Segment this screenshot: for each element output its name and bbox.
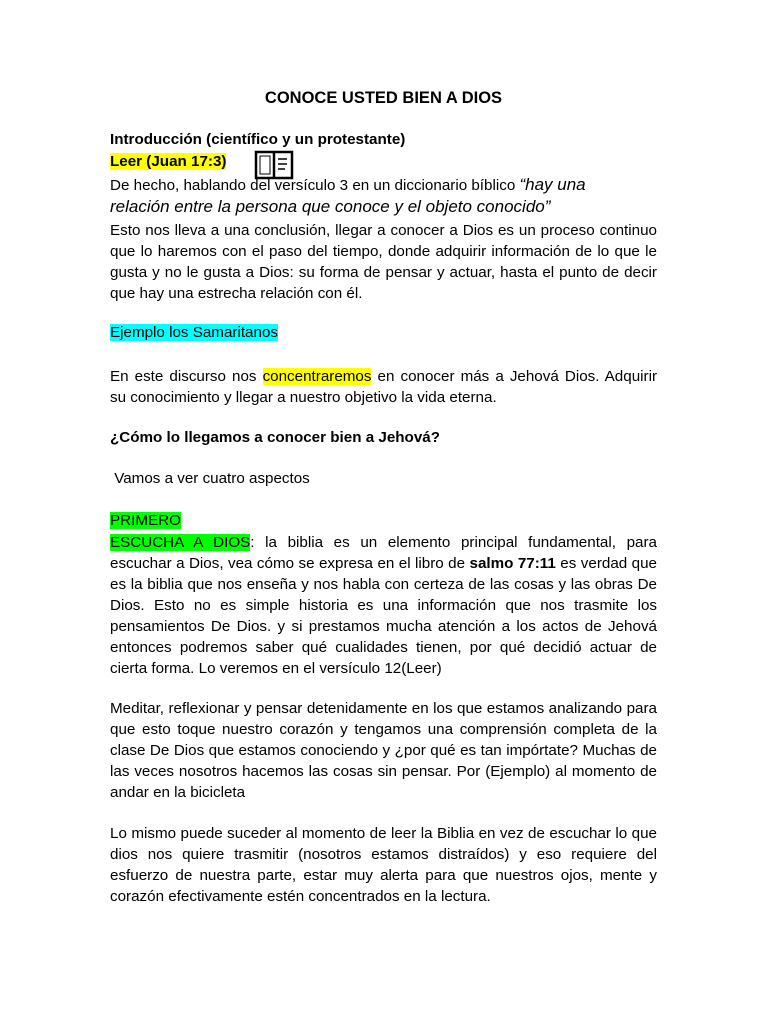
- page-title: CONOCE USTED BIEN A DIOS: [264, 89, 503, 107]
- paragraph-meditar: Meditar, reflexionar y pensar detenidamente en los que estamos analizando para que esto toque nuestro corazón y tengamos una comprensión completa de la clase De Dios que estamos conociendo y ¿por qué es tan impórtate? Muchas de las veces nosotros hacemos las cosas sin pensar. Por (Ejemplo) al momento de andar en la bicicleta: [110, 700, 657, 801]
- paragraph-lectura: Lo mismo puede suceder al momento de leer la Biblia en vez de escuchar lo que dios nos quiere trasmitir (nosotros estamos distraídos) y eso requiere del esfuerzo de nuestra parte, estar muy alerta para que nuestros ojos, mente y corazón efectivamente estén concentrados en la lectura.: [110, 825, 657, 905]
- salmo-reference: salmo 77:11: [469, 555, 556, 572]
- escucha-text-a: : la biblia es un elemento principal fundamental, para escuchar a Dios, vea cómo se expresa en el libro de: [110, 534, 657, 572]
- concentraremos-highlight: concentraremos: [262, 368, 372, 385]
- leer-reference-highlight: Leer (Juan 17:3): [110, 153, 227, 170]
- paragraph-conclusion: Esto nos lleva a una conclusión, llegar a conocer a Dios es un proceso continuo que lo haremos con el paso del tiempo, donde adquirir información de lo que le gusta y no le gusta a Dios: su forma de pensar y actuar, hasta el punto de decir que hay una estrecha relación con él.: [110, 222, 657, 302]
- paragraph-escucha: [110, 532, 657, 679]
- paragraph-definition: [110, 174, 657, 218]
- paragraph-discourse: [110, 366, 657, 408]
- example-heading: [110, 324, 278, 341]
- question-heading: ¿Cómo lo llegamos a conocer bien a Jehová?: [110, 429, 440, 446]
- aspects-line: Vamos a ver cuatro aspectos: [110, 470, 310, 487]
- intro-heading: Introducción (científico y un protestante): [110, 131, 406, 148]
- quote-part-2: relación entre la persona que conoce y el objeto conocido”: [110, 197, 551, 216]
- escucha-highlight: ESCUCHA A DIOS: [110, 534, 251, 551]
- discourse-text-end: en conocer más a Jehová Dios. Adquirir su conocimiento y llegar a nuestro objetivo la vida eterna.: [110, 368, 658, 406]
- escucha-text-b: es verdad que es la biblia que nos enseña y nos habla con certeza de las cosas y las obras De Dios. Esto no es simple historia es una información que nos trasmite los pensamientos De Dios. y si prestamos mucha atención a los actos de Jehová entonces podremos saber qué cualidades tienen, por qué decidió actuar de cierta forma. Lo veremos en el versículo 12(Leer): [110, 555, 657, 677]
- definition-text: De hecho, hablando del versículo 3 en un diccionario bíblico: [110, 177, 520, 194]
- example-highlight: Ejemplo los Samaritanos: [110, 324, 278, 341]
- quote-part-1: “hay una: [519, 175, 586, 194]
- discourse-text-start: En este discurso nos: [110, 368, 263, 385]
- primero-heading: [110, 512, 181, 529]
- primero-highlight: PRIMERO: [110, 512, 181, 529]
- scripture-reference: [110, 153, 226, 170]
